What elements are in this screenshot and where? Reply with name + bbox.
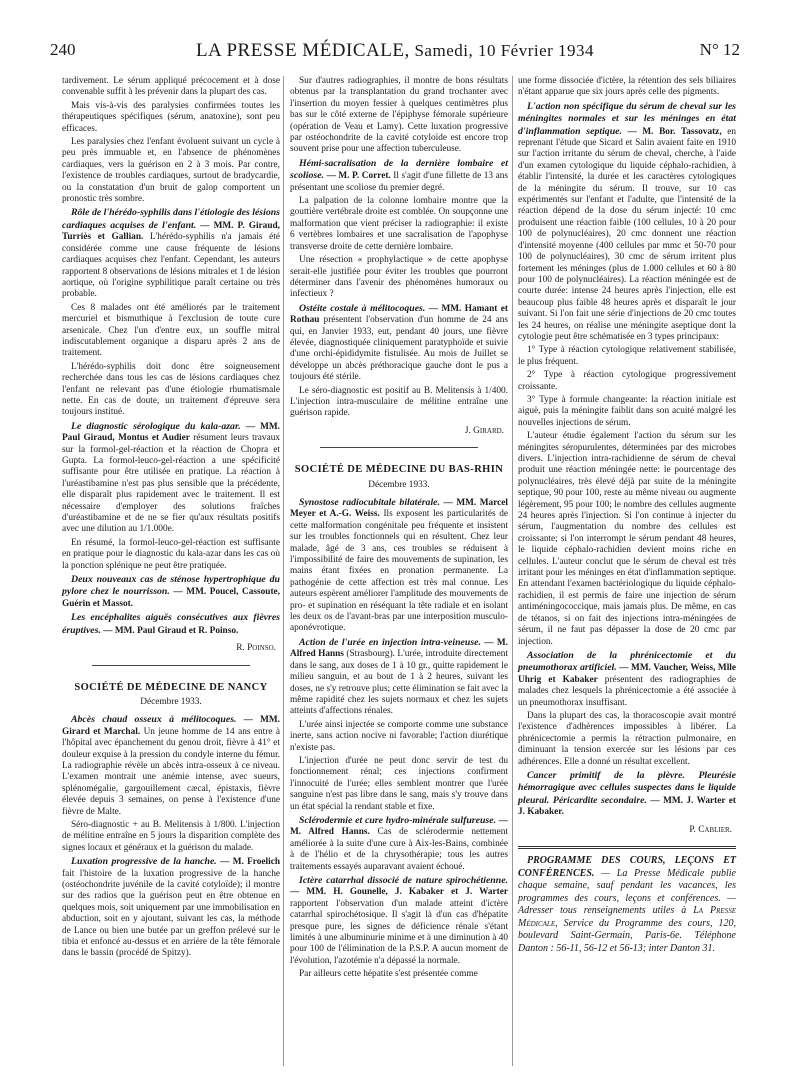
paragraph: Les paralysies chez l'enfant évoluent suivant un cycle à peu près immuable et, en l'absence de phénomènes cardiaques, vers la guérison en 2 à 3 mois. Par contre, l'existence de troubles cardiaques, surtout de bradycardie, ou la constatation d'un bruit de galop comportent un pronostic très sombre. [62, 137, 280, 205]
paragraph: tardivement. Le sérum appliqué précocement et à dose convenable suffit à les prévenir dans la plupart des cas. [62, 76, 280, 98]
abstract-title: Action de l'urée en injection intra-veineuse. [299, 636, 481, 648]
abstract-entry [290, 158, 508, 194]
programme-text: — La Presse Médicale publie chaque semaine, sauf pendant les vacances, les programmes des cours, leçons et conférences. — Adresser tous renseignements utiles à [518, 867, 736, 916]
paragraph: 3° Type à formule changeante: la réaction initiale est aiguë, puis la méningite faiblit dans son acuité malgré les nouvelles injections de sérum. [518, 394, 736, 428]
abstract-authors: — MM. Paul Giraud et R. Poinso. [100, 625, 239, 636]
paragraph: Par ailleurs cette hépatite s'est présentée comme [299, 969, 478, 980]
abstract-text: L'hérédo-syphilis n'a jamais été considérée comme une cause fréquente de lésions cardiaques acquises chez l'enfant. Cependant, les auteurs rapportent 8 observations de lésions mitrales et 1 de lésion aortique, où l'origine syphilitique paraît certaine ou très probable. [62, 232, 280, 300]
abstract-title: Cancer primitif de la plèvre. Pleurésie hémorragique avec cellules suspectes dans le liquide pleural. Péricardite secondaire. [518, 769, 736, 806]
abstract-entry [290, 637, 508, 718]
section-heading: SOCIÉTÉ DE MÉDECINE DE NANCY [74, 681, 268, 693]
programme-text: , Service du Programme des cours, 120, boulevard Saint-Germain, Paris-6e. Téléphone Danton : 56-11, 56-12 et 56-13; inter Danton 31. [518, 917, 736, 954]
abstract-entry [62, 207, 280, 300]
abstract-title: Association de la phrénicectomie et du pneumothorax artificiel. [518, 649, 736, 674]
abstract-authors: — M. Bor. Tassovatz, [621, 126, 722, 137]
abstract-title: Ictère catarrhal dissocié de nature spirochétienne. [299, 875, 508, 886]
abstract-title: Hémi-sacralisation de la dernière lombaire et scoliose. [290, 157, 508, 182]
abstract-entry [290, 815, 508, 873]
abstract-title: L'action non spécifique du sérum de cheval sur les méningites normales et sur les méninges en état d'inflammation septique. [518, 100, 736, 137]
paragraph: Ces 8 malades ont été améliorés par le traitement mercuriel et bismuthique à l'exclusion de toute cure arsenicale. Chez l'un d'entre eux, un souffle mitral indiscutablement organique a disparu après 2 ans de traitement. [62, 302, 280, 359]
journal-title [50, 40, 740, 62]
paragraph: L'auteur étudie également l'action du sérum sur les méningites séropurulentes, déterminées par des microbes divers. L'injection intra-rachidienne de sérum de cheval produit une réaction méningée nette: le pourcentage des polynucléaires, très élevé déjà par suite de la méningite septique, 90 pour 100, reste au même niveau ou augmente légèrement, 95 pour 100; le nombre des cellules augmente 24 heures après l'injection. Si l'on continue à injecter du sérum, l'augmentation du nombre des cellules est croissante; si l'on interrompt le sérum pendant 48 heures, le liquide céphalo-rachidien devient moins riche en cellules. L'auteur conclut que le sérum de cheval est très irritant pour les méninges en état d'inflammation septique. En attendant l'examen bactériologique du liquide céphalo-rachidien, il est permis de faire une injection de sérum antiméningococcique, mais jamais plus. De même, en cas de tétanos, si on fait des injections intra-méningées de sérum, il ne faut pas dépasser la dose de 20 cmc par injection. [518, 431, 736, 647]
abstract-entry [290, 497, 508, 635]
abstract-title: Le diagnostic sérologique du kala-azar. [71, 420, 241, 432]
abstract-text: présentent des radiographies de malades chez lesquels la phrénicectomie a été associée à un pneumothorax insuffisant. [518, 674, 736, 708]
abstract-entry [62, 612, 280, 637]
abstract-entry [518, 101, 736, 344]
journal-name: LA PRESSE MÉDICALE, [195, 40, 410, 61]
programme-journal: La Presse Médicale [518, 905, 736, 929]
abstract-text: Il s'agit d'une fillette de 13 ans présentant une scoliose du premier degré. [290, 171, 508, 193]
paragraph: Sur d'autres radiographies, il montre de bons résultats obtenus par la transplantation du grand trochanter avec l'insertion du moyen fessier à quelques centimètres plus bas sur le côté externe de l'épiphyse fémorale supérieure (opération de Veau et Lamy). Cette luxation progressive par ostéochondrite de la cavité cotyloïde est encore trop souvent prise pour une affection tuberculeuse. [290, 76, 508, 155]
column-2 [290, 76, 508, 983]
abstract-entry [62, 421, 280, 536]
column-rule [512, 76, 513, 1066]
abstract-authors: — MM. H. Gounelle, J. Kabaker et J. Warter [290, 887, 508, 898]
paragraph: une forme dissociée d'ictère, la rétention des sels biliaires n'étant apparue que six jours après celle des pigments. [518, 76, 736, 98]
abstract-entry [518, 770, 736, 819]
issue-date: Samedi, 10 Février 1934 [414, 41, 595, 60]
abstract-title: Luxation progressive de la hanche. [71, 856, 217, 868]
abstract-entry [290, 875, 508, 967]
abstract-title: Deux nouveaux cas de sténose hypertrophique du pylore chez le nourrisson. [62, 574, 280, 598]
column-rule [283, 76, 284, 1066]
section-divider [92, 665, 250, 666]
abstract-text: rapportent l'observation d'un malade atteint d'ictère catarrhal spirochétosique. Il s'agit là d'un cas d'hépatite presque pure, les signes de déficience rénale s'étant limités à une albuminurie minime et à une diminution à 40 pour 100 de l'élimination de la P.S.P. A aucun moment de l'évolution, l'azotémie n'a dépassé la normale. [290, 898, 508, 966]
abstract-entry [62, 714, 280, 818]
abstract-title: Les encéphalites aiguës consécutives aux fièvres éruptives. [62, 612, 280, 636]
paragraph: L'injection d'urée ne peut donc servir de test du fonctionnement rénal; ces injections confirment l'innocuité de l'urée; elles semblent montrer que l'urée sanguine n'est pas libre dans le sang, mais s'y trouve dans un état spécial la rendant stable et fixe. [290, 755, 508, 812]
abstract-authors: — M. P. Corret. [324, 171, 391, 182]
paragraph: L'hérédo-syphilis doit donc être soigneusement recherchée dans tous les cas de lésions cardiaques chez l'enfant ne relevant pas d'une étiologie rhumatismale nette. En cas de doute, un traitement d'épreuve sera toujours institué. [62, 361, 280, 418]
abstract-text: Cas de sclérodermie nettement améliorée à la suite d'une cure à Aix-les-Bains, combinée à de l'hélio et de la chrysothérapie; tous les autres traitements essayés auparavant avaient échoué. [290, 827, 509, 872]
section-date: Décembre 1933. [368, 479, 430, 490]
paragraph: Dans la plupart des cas, la thoracoscopie avait montré l'existence d'adhérences impossibles à libérer. La phrénicectomie a permis la rétraction pulmonaire, en diminuant la tension exercée sur les lésions par ces adhérences. Elle a donné un résultat excellent. [518, 710, 736, 767]
paragraph: Séro-diagnostic + au B. Melitensis à 1/800. L'injection de mélitine entraîne en 5 jours la disparition complète des signes locaux et généraux et la guérison du malade. [62, 819, 280, 853]
page-number: 240 [50, 40, 76, 59]
abstract-text: Ils exposent les particularités de cette malformation congénitale peu fréquente et insistent sur les troubles fonctionnels qui en résultent. Chez leur malade, âgé de 3 ans, ces troubles se réduisent à l'impossibilité de faire des mouvements de supination, les mains étant fixées en pronation permanente. La pathogénie de cette affection est très mal connue. Les auteurs espèrent améliorer l'amplitude des mouvements de pro- et supination en réséquant la tête radiale et en isolant les deux os de l'avant-bras par une interposition musculo-aponévrotique. [290, 509, 508, 634]
abstract-title: Synostose radiocubitale bilatérale. [299, 497, 440, 508]
abstract-authors: — M. Alfred Hanns [290, 637, 508, 660]
section-heading: SOCIÉTÉ DE MÉDECINE DU BAS-RHIN [294, 464, 504, 476]
abstract-entry [290, 303, 508, 384]
abstract-title: Abcès chaud osseux à mélitocoques. [71, 714, 237, 726]
paragraph: 2° Type à réaction cytologique progressivement croissante. [518, 370, 736, 392]
abstract-text: en reprenant l'étude que Sicard et Salin avaient faite en 1910 sur l'action irritante du sérum de cheval, cherche, à l'aide d'un examen cytologique du liquide céphalo-rachidien, à établir l'intensité, la durée et les caractères cytologiques de la méningite du sérum. Il trouve, sur 10 cas expérimentés sur l'enfant et l'adulte, que l'intensité de la réaction dépend de la dose du sérum injecté: 10 cmc produisent une réaction faible (100 cellules, 10 à 20 pour 100 de polynucléaires), 20 cmc donnent une réaction d'intensité moyenne (400 cellules par mmc et 50-70 pour 100 de polynucléaires), 30 cmc de sérum irritent plus fortement les méninges (plus de 1.000 cellules et 60 à 80 pour 100 de polynucléaires). La réaction méningée est de courte durée: intense 24 heures après l'injection, elle est beaucoup plus faible 48 heures après et disparaît le jour suivant. Si l'on fait une série d'injections de 20 cmc toutes les 24 heures, on réalise une méningite aseptique dont la cytologie peut être schématisée en 3 types principaux: [518, 126, 736, 342]
column-1 [62, 76, 280, 962]
programme-title: PROGRAMME DES COURS, LEÇONS ET CONFÉRENCES. [518, 855, 736, 879]
abstract-authors: — MM. Marcel Meyer et A.-G. Weiss. [290, 498, 508, 520]
abstract-text: (Strasbourg). L'urée, introduite directement dans le sang, aux doses de 1 à 10 gr., quitte rapidement le milieu sanguin, et au bout de 1 à 2 heures, suivant les doses, ne s'y retrouve plus; cette élimination se fait avec la même rapidité chez les sujets normaux et chez les sujets atteints d'affections rénales. [290, 649, 508, 717]
abstract-entry [62, 574, 280, 610]
issue-number: N° 12 [699, 40, 740, 59]
abstract-authors: — MM. Girard et Marchal. [62, 715, 280, 737]
abstract-entry [518, 650, 736, 709]
abstract-authors: — MM. Paul Giraud, Montus et Audier [62, 421, 280, 444]
signature: R. Poinso. [236, 643, 276, 654]
section-divider [320, 447, 478, 448]
signature: J. Girard. [464, 425, 504, 436]
section-date: Décembre 1933. [140, 696, 202, 707]
page-header [50, 40, 740, 62]
abstract-entry [62, 856, 280, 960]
abstract-text: Un jeune homme de 14 ans entre à l'hôpital avec épanchement du genou droit, fièvre à 41° et douleur exquise à la pression du condyle interne du fémur. La radiographie révèle un abcès intra-osseux à ce niveau. L'examen montrait une anémie intense, avec sueurs, splénomégalie, gargouillement cæcal, épistaxis, fièvre élevée depuis 3 semaines, on pense à l'existence d'une fièvre de Malte. [62, 726, 280, 817]
abstract-title: Sclérodermie et cure hydro-minérale sulfureuse. [299, 814, 497, 826]
paragraph: L'urée ainsi injectée se comporte comme une substance inerte, sans action nocive ni favorable; l'action diurétique n'existe pas. [290, 719, 508, 753]
signature: P. Cablier. [689, 824, 732, 835]
abstract-authors: — MM. P. Giraud, Turriès et Gallian. [62, 220, 280, 243]
abstract-text: résument leurs travaux sur la formol-gel-réaction et la réaction de Chopra et Gupta. La formol-leuco-gel-réaction a une spécificité suffisante pour être utilisée en pratique. La réaction à l'uréastibamine n'est pas plus sensible que la précédente, elle disparaît plus rapidement avec le traitement. Il est nécessaire d'employer des solutions fraîches d'uréastibamine et de ne se fier qu'aux résultats positifs avec une dilution au 1/1.000e. [62, 433, 280, 535]
paragraph: La palpation de la colonne lombaire montre que la gouttière vertébrale droite est comblée. On soupçonne une malformation que vient préciser la radiographie: il existe 6 vertèbres lombaires et une sacralisation de l'apophyse transverse droite de cette dernière lombaire. [290, 196, 508, 252]
column-3 [518, 76, 736, 957]
paragraph: Une résection « prophylactique » de cette apophyse serait-elle justifiée pour éviter les troubles que pourront déterminer dans l'avenir des phénomènes humoraux ou infectieux ? [290, 255, 508, 300]
abstract-text: fait l'histoire de la luxation progressive de la hanche (ostéochondrite juvénile de la cavité cotyloïde); il montre sur des radios que la guérison peut en être obtenue en quelques mois, soit uniquement par une immobilisation en abduction, soit en y ajoutant, suivant les cas, la méthode de Lance ou bien une butée par un greffon prélevé sur le tibia et enfoncé au-dessus et en arrière de la tête fémorale dans le bassin (procédé de Spitzy). [62, 868, 280, 959]
abstract-text: présentent l'observation d'un homme de 24 ans qui, en Janvier 1933, eut, pendant 40 jours, une fièvre élevée, diagnostiquée cliniquement paratyphoïde et suivie d'une orchi-épididymite fistulisée. Au mois de Juillet se développe un abcès préthoracique gauche dont le pus a toujours été stérile. [290, 315, 508, 383]
abstract-authors: — MM. Vaucher, Weiss, Mlle Uhrig et Kabaker [518, 663, 736, 685]
abstract-authors: — M. Alfred Hanns. [290, 815, 508, 838]
paragraph: 1° Type à réaction cytologique relativement stabilisée, le plus fréquent. [518, 345, 736, 367]
abstract-authors: — MM. J. Warter et J. Kabaker. [518, 795, 736, 818]
abstract-authors: — M. Froelich [216, 857, 280, 868]
abstract-authors: — MM. Hamant et Rothau [290, 303, 509, 326]
paragraph: En résumé, la formol-leuco-gel-réaction est suffisante en pratique pour le diagnostic du kala-azar dans les cas où la ponction splénique ne peut être pratiquée. [62, 537, 280, 571]
paragraph: Mais vis-à-vis des paralysies confirmées toutes les thérapeutiques spécifiques (sérum, anatoxine), sont peu efficaces. [62, 100, 280, 134]
programme-notice [518, 855, 736, 955]
section-divider [518, 846, 736, 849]
paragraph: Le séro-diagnostic est positif au B. Melitensis à 1/400. L'injection intra-musculaire de mélitine entraîne une guérison rapide. [290, 385, 508, 419]
abstract-authors: — MM. Poucel, Cassoute, Guérin et Massot. [62, 587, 281, 609]
abstract-title: Rôle de l'hérédo-syphilis dans l'étiologie des lésions cardiaques acquises de l'enfant. [62, 207, 280, 231]
abstract-title: Ostéite costale à mélitocoques. [299, 302, 426, 314]
